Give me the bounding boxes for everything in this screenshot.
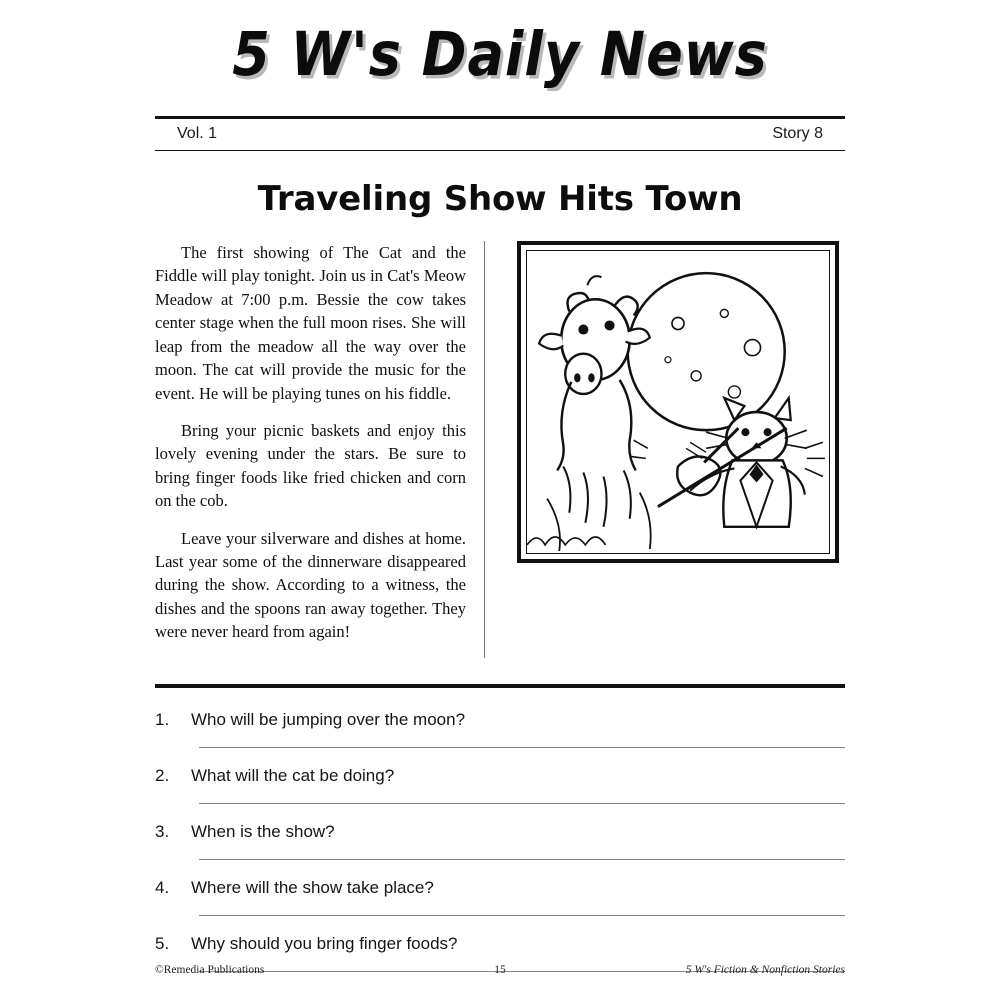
question-number: 3. <box>155 821 170 841</box>
article-paragraph: The first showing of The Cat and the Fiddle will play tonight. Join us in Cat's Meow Meadow at 7:00 p.m. Bessie the cow takes center stage when the full moon rises. She will leap from the meadow all the way over the moon. The cat will provide the music for the event. He will be playing tunes on his fiddle. <box>155 243 466 403</box>
answer-line[interactable] <box>199 802 845 804</box>
questions-list <box>155 710 845 972</box>
question-row <box>155 822 845 842</box>
question-text: Why should you bring finger foods? <box>191 933 458 953</box>
question-text: What will the cat be doing? <box>191 765 395 785</box>
question-number: 2. <box>155 765 170 785</box>
article-illustration-column <box>485 241 845 658</box>
volume-bar <box>155 119 845 151</box>
volume-label: Vol. 1 <box>177 125 218 142</box>
question-number: 5. <box>155 933 170 953</box>
page-footer <box>155 964 845 976</box>
illustration-inner <box>526 250 830 554</box>
page-number: 15 <box>494 964 506 976</box>
masthead <box>0 0 1000 90</box>
cow-moon-cat-illustration <box>527 251 829 553</box>
newspaper-title: 5 W's Daily News <box>232 19 768 90</box>
question-text: Who will be jumping over the moon? <box>191 709 466 729</box>
illustration-frame <box>517 241 839 563</box>
question-text: Where will the show take place? <box>191 877 434 897</box>
question-row <box>155 710 845 730</box>
answer-line[interactable] <box>199 914 845 916</box>
question-number: 4. <box>155 877 170 897</box>
question-text: When is the show? <box>191 821 335 841</box>
question-row <box>155 878 845 898</box>
series-title: 5 W's Fiction & Nonfiction Stories <box>685 964 845 976</box>
article-headline: Traveling Show Hits Town <box>257 179 743 219</box>
article-paragraph: Leave your silverware and dishes at home. Last year some of the dinnerware disappeared during the show. According to a witness, the dishes and the spoons ran away together. They were never heard from again! <box>155 528 466 642</box>
answer-line[interactable] <box>199 746 845 748</box>
article-paragraph: Bring your picnic baskets and enjoy this lovely evening under the stars. Be sure to bring finger foods like fried chicken and corn on the cob. <box>155 420 466 511</box>
question-row <box>155 934 845 954</box>
question-number: 1. <box>155 709 170 729</box>
question-row <box>155 766 845 786</box>
article-body <box>155 241 845 658</box>
questions-divider <box>155 684 845 688</box>
article-text-column <box>155 241 485 658</box>
copyright-text: ©Remedia Publications <box>155 964 265 976</box>
story-label: Story 8 <box>772 125 823 142</box>
answer-line[interactable] <box>199 858 845 860</box>
